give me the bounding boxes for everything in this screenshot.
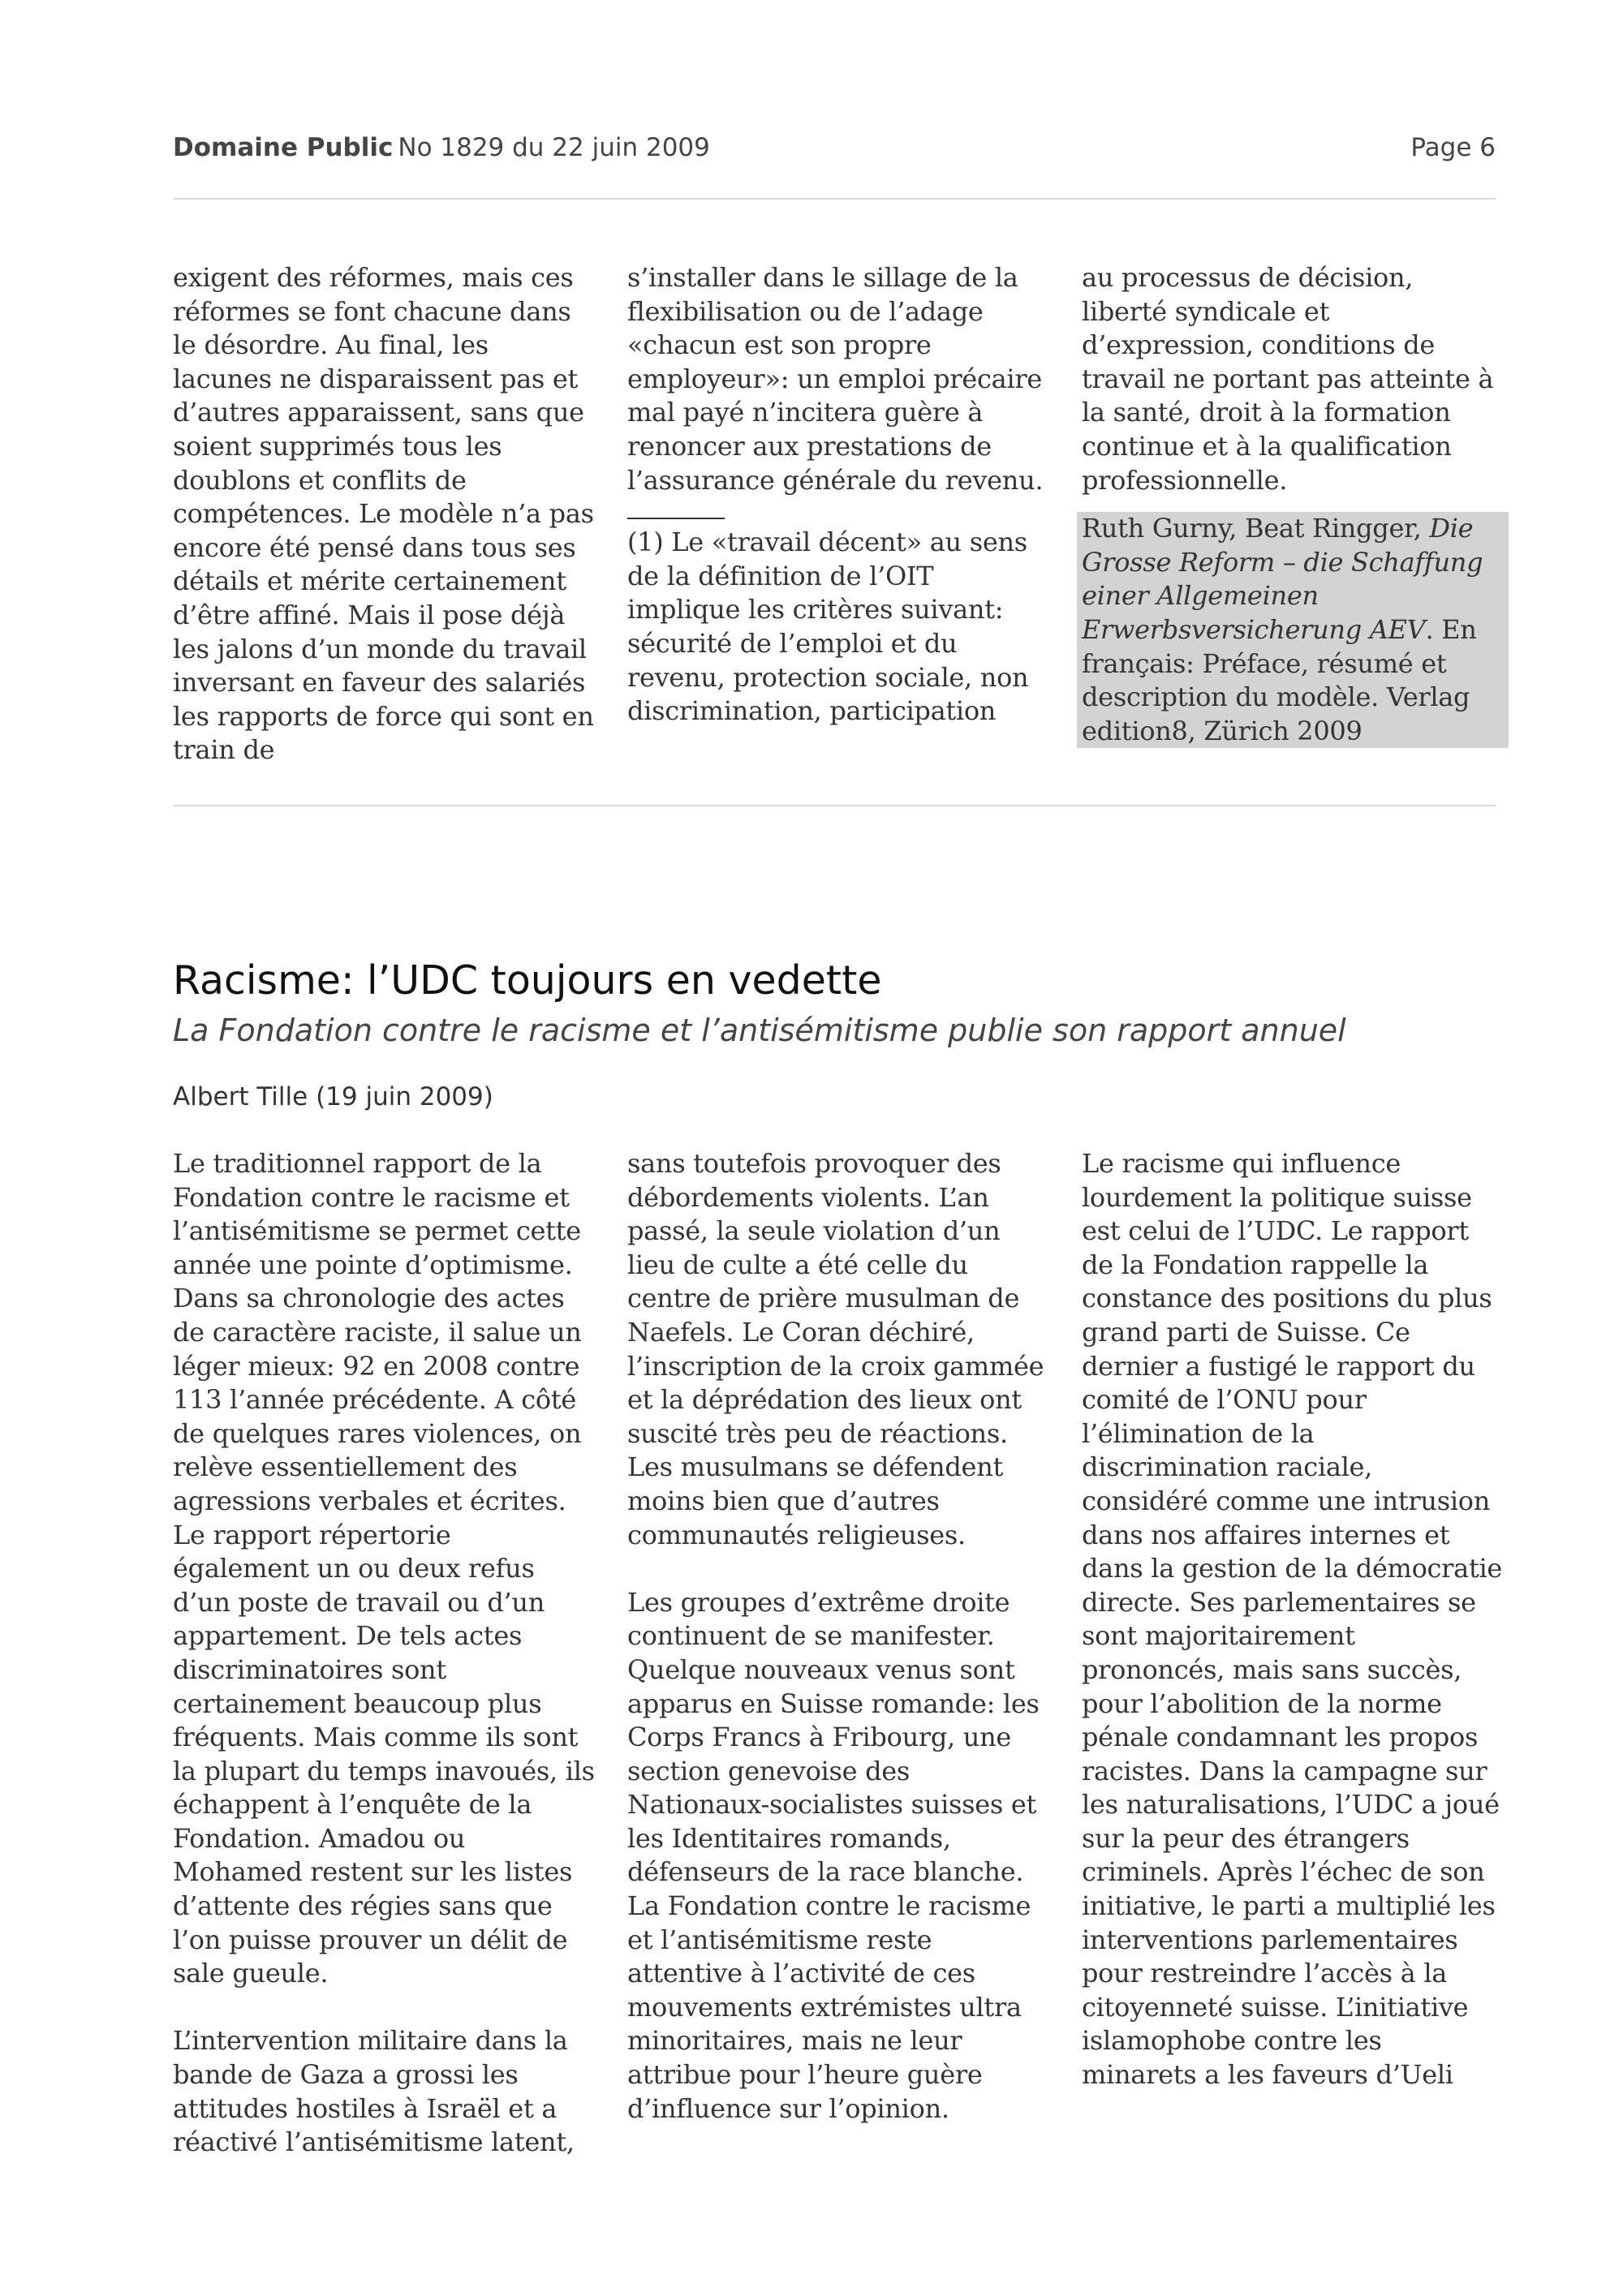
footnote-text: (1) Le «travail décent» au sens de la définition de l’OIT implique les critères suivant: sécurité de l’emploi et du revenu, protection sociale, non discrimination, participation bbox=[627, 527, 1029, 727]
article-paragraph: L’intervention militaire dans la bande de Gaza a grossi les attitudes hostiles à Israël et a réactivé l’antisémitisme latent, bbox=[173, 2025, 575, 2158]
article-paragraph: sans toutefois provoquer des débordements violents. L’an passé, la seule violation d’un lieu de culte a été celle du centre de prière musulman de Naefels. Le Coran déchiré, l’inscription de la croix gammée et la déprédation des lieux ont suscité très peu de réactions. Les musulmans se défendent moins bien que d’autres communautés religieuses. bbox=[627, 1148, 1044, 1550]
article-divider bbox=[173, 805, 1496, 806]
prev-article-column-3 bbox=[1082, 261, 1504, 748]
article-paragraph: Les groupes d’extrême droite continuent de se manifester. Quelque nouveaux venus sont apparus en Suisse romande: les Corps Francs à Fribourg, une section genevoise des Nationaux-socialistes suisses et les Identitaires romands, défenseurs de la race blanche. La Fondation contre le racisme et l’antisémitisme reste attentive à l’activité de ces mouvements extrémistes ultra minoritaires, mais ne leur attribue pour l’heure guère d’influence sur l’opinion. bbox=[627, 1586, 1040, 2124]
article-byline: Albert Tille (19 juin 2009) bbox=[173, 1082, 493, 1111]
article-column-1 bbox=[173, 1147, 595, 2160]
reference-details: . En français: Préface, résumé et description du modèle. Verlag edition8, Zürich 2009 bbox=[1082, 613, 1477, 746]
book-reference bbox=[1077, 512, 1509, 748]
reference-book-title: Die Grosse Reform – die Schaffung einer Allgemeinen Erwerbsversicherung AEV bbox=[1082, 513, 1483, 645]
article-subtitle: La Fondation contre le racisme et l’antisémitisme publie son rapport annuel bbox=[173, 1013, 1346, 1048]
prev-article-column-2 bbox=[627, 261, 1049, 729]
article-paragraph: Le racisme qui influence lourdement la politique suisse est celui de l’UDC. Le rapport de la Fondation rappelle la constance des positions du plus grand parti de Suisse. Ce dernier a fustigé le rapport du comité de l’ONU pour l’élimination de la discrimination raciale, considéré comme une intrusion dans nos affaires internes et dans la gestion de la démocratie directe. Ses parlementaires se sont majoritairement prononcés, mais sans succès, pour l’abolition de la norme pénale condamnant les propos racistes. Dans la campagne sur les naturalisations, l’UDC a joué sur la peur des étrangers criminels. Après l’échec de son initiative, le parti a multiplié les interventions parlementaires pour restreindre l’accès à la citoyenneté suisse. L’initiative islamophobe contre les minarets a les faveurs d’Ueli bbox=[1082, 1148, 1503, 2091]
footnote-divider bbox=[627, 518, 725, 519]
prev-article-paragraph: s’installer dans le sillage de la flexibilisation ou de l’adage «chacun est son propre employeur»: un emploi précaire mal payé n’incitera guère à renoncer aux prestations de l’assurance générale du revenu. bbox=[627, 262, 1044, 496]
page-number: Page 6 bbox=[1410, 133, 1496, 162]
issue-info: No 1829 du 22 juin 2009 bbox=[398, 133, 710, 162]
prev-article-column-1 bbox=[173, 261, 595, 767]
publication-name: Domaine Public bbox=[173, 133, 394, 162]
article-title: Racisme: l’UDC toujours en vedette bbox=[173, 957, 882, 1004]
header-divider bbox=[173, 198, 1496, 200]
page-header bbox=[173, 133, 1496, 172]
article-column-3 bbox=[1082, 1147, 1504, 2092]
prev-article-paragraph: exigent des réformes, mais ces réformes se font chacune dans le désordre. Au final, les lacunes ne disparaissent pas et d’autres apparaissent, sans que soient supprimés tous les doublons et conflits de compétences. Le modèle n’a pas encore été pensé dans tous ses détails et mérite certainement d’être affiné. Mais il pose déjà les jalons d’un monde du travail inversant en faveur des salariés les rapports de force qui sont en train de bbox=[173, 262, 594, 766]
footnote-text-continued: au processus de décision, liberté syndicale et d’expression, conditions de travail ne portant pas atteinte à la santé, droit à la formation continue et à la qualification professionnelle. bbox=[1082, 262, 1494, 496]
article-paragraph: Le traditionnel rapport de la Fondation contre le racisme et l’antisémitisme se permet cette année une pointe d’optimisme. Dans sa chronologie des actes de caractère raciste, il salue un léger mieux: 92 en 2008 contre 113 l’année précédente. A côté de quelques rares violences, on relève essentiellement des agressions verbales et écrites. Le rapport répertorie également un ou deux refus d’un poste de travail ou d’un appartement. De tels actes discriminatoires sont certainement beaucoup plus fréquents. Mais comme ils sont la plupart du temps inavoués, ils échappent à l’enquête de la Fondation. Amadou ou Mohamed restent sur les listes d’attente des régies sans que l’on puisse prouver un délit de sale gueule. bbox=[173, 1148, 595, 1989]
article-column-2 bbox=[627, 1147, 1049, 2126]
reference-authors: Ruth Gurny, Beat Ringger, bbox=[1082, 513, 1430, 544]
